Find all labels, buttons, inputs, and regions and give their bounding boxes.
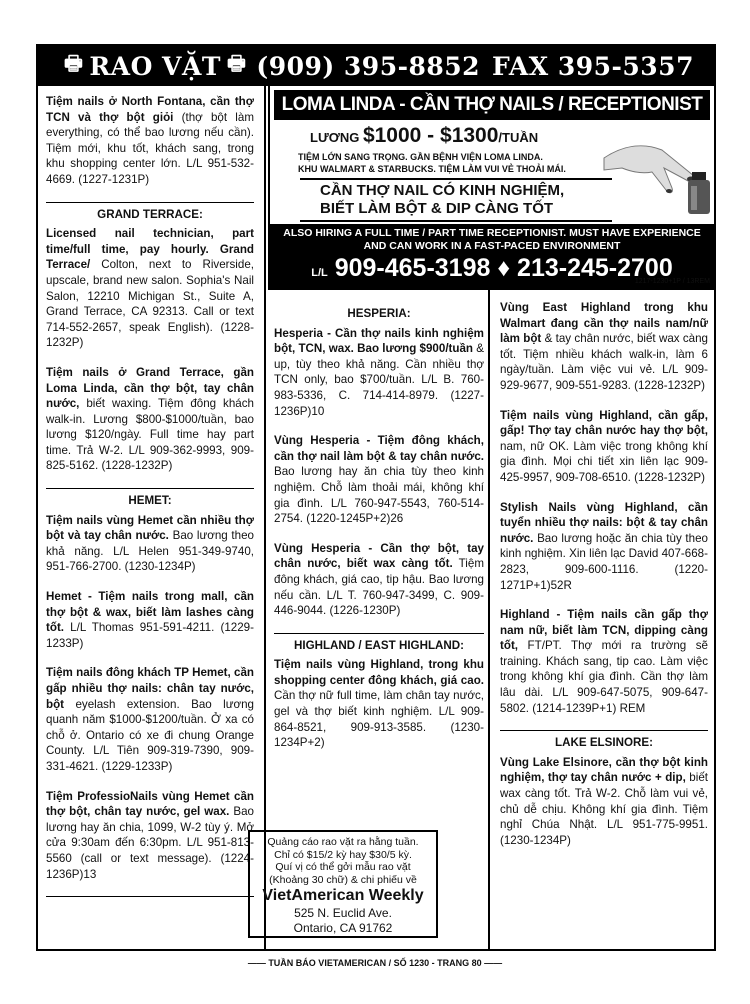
classified-ad: Tiệm ProfessioNails vùng Hemet cần thợ bột, chân tay nước, gel wax. Bao lương hay ăn chia, 1099, W-2 tùy ý. Mở cửa 9:30am đến 6:30pm. L/L 951-813-5560 (call or text message). (1224-1236P)13 [46, 789, 254, 881]
section-heading: HEMET: [46, 488, 254, 509]
classifieds-header [38, 46, 714, 86]
loma-linda-ad [268, 86, 714, 290]
promo-box [248, 830, 438, 938]
divider [300, 178, 612, 180]
classified-ad: Tiệm nails ở Grand Terrace, gần Loma Linda, cần thợ bột, tay chân nước, biết waxing. Tiệm đông khách walk-in. Lương $800-$1000/tuần, bao lương $120/ngày. Full time hay part time. Trả W-2. L/L 909-362-9993, 909-825-5162. (1228-1232P) [46, 365, 254, 473]
ad-title: LOMA LINDA - CẦN THỢ NAILS / RECEPTIONIST [274, 90, 710, 120]
classified-ad: Hesperia - Cần thợ nails kinh nghiệm bột, TCN, wax. Bao lương $900/tuần & up, tùy theo khả năng. Cần nhiều thợ TCN only, bao $700/tuần. L/L B. 760-983-5336, C. 714-414-8979. (1227-1236P)10 [274, 326, 484, 418]
classified-ad: Licensed nail technician, part time/full time, pay hourly. Grand Terrace/ Colton, next to Riverside, upscale, brand new salon. Sophia's Nail Salon, 12210 Michigan St., Suite A, Grand Terrace, CA 92313. Call or text 714-552-2657, speak English). (1228-1232P) [46, 227, 254, 350]
newspaper-icon: 🖶 [64, 51, 84, 75]
ad-phones: L/L 909-465-3198 ♦ 213-245-2700 [311, 254, 673, 282]
header-fax: FAX 395-5357 [492, 51, 694, 81]
classified-ad: Tiệm nails đông khách TP Hemet, cần gấp nhiều thợ nails: chân tay nước, bột eyelash extension. Bao lương quanh năm $1000-$1200/tuần. Ở xa có chỗ ở. Ontario có xe đi chung Orange County. L/L Tiên 909-319-7390, 909-331-4621. (1229-1233P) [46, 666, 254, 773]
ad-reference: 1217-1230+1P / 13REM [634, 278, 710, 285]
column-right [500, 300, 708, 862]
brand-name: VietAmerican Weekly [262, 887, 424, 904]
column-middle [274, 300, 484, 765]
ad-line: TIỆM LỚN SANG TRỌNG. GẦN BỆNH VIỆN LOMA LINDA. [298, 152, 543, 162]
promo-line: Chỉ có $15/2 kỳ hay $30/5 kỳ. [274, 848, 412, 861]
promo-line: (Khoảng 30 chữ) & chi phiếu về [269, 873, 417, 886]
divider [300, 220, 612, 222]
section-heading: HIGHLAND / EAST HIGHLAND: [274, 633, 484, 654]
classified-ad: Vùng Lake Elsinore, cần thợ bột kinh nghiệm, thợ tay chân nước + dip, biết wax càng tốt. Trả W-2. Chỗ làm vui vẻ, chủ dễ chịu. Không khí gia đình. Tiệm nghỉ Chúa Nhật. L/L 951-775-9951. (1230-1234P) [500, 755, 708, 847]
promo-line: Quảng cáo rao vặt ra hằng tuần. [267, 836, 419, 848]
divider [46, 896, 254, 897]
header-label: RAO VẶT [89, 51, 221, 81]
address-line: Ontario, CA 91762 [293, 921, 393, 935]
section-heading: LAKE ELSINORE: [500, 730, 708, 751]
section-heading: HESPERIA: [347, 307, 411, 320]
classified-ad: Highland - Tiệm nails cần gấp thợ nam nữ, biết làm TCN, dipping càng tốt, FT/PT. Thợ mới ra trường sẽ training. Khách sang, tip cao. Làm việc trong không khí gia đình. Cần thợ làm lâu dài. L/L 909-647-5075, 909-647-5802. (1214-1239P+1) REM [500, 608, 708, 715]
hand-nail-polish-image [602, 128, 712, 222]
column-divider [488, 290, 490, 949]
column-left [46, 94, 254, 897]
column-divider [264, 86, 266, 949]
salary: LƯƠNG $1000 - $1300/TUẦN [310, 124, 539, 147]
address-line: 525 N. Euclid Ave. [294, 906, 392, 920]
classified-ad: Hemet - Tiệm nails trong mall, cần thợ bột & wax, biết làm lashes càng tốt. L/L Thomas 951-591-4211. (1229-1233P) [46, 590, 254, 650]
classified-ad: Tiệm nails ở North Fontana, cần thợ TCN và thợ bột giỏi (thợ bột làm everything, có thể bao lương nếu cần). Tiệm mới, khu tốt, khách sang, trong khu shopping center lớn. L/L 951-532-4669. (1227-1231P) [46, 95, 254, 186]
promo-line: Quí vị có thể gởi mẫu rao vặt [275, 861, 411, 873]
classified-ad: Vùng Hesperia - Tiệm đông khách, cần thợ nail làm bột & tay chân nước. Bao lương hay ăn chia tùy theo kinh nghiệm. Chỗ làm thoải mái, không khí gia đình. L/L 760-947-5543, 760-514-2754. (1220-1245P+2)26 [274, 434, 484, 526]
classified-ad: Tiệm nails vùng Highland, trong khu shopping center đông khách, giá cao. Cần thợ nữ full time, làm chân tay nước, gel và thợ biết kinh nghiệm. L/L 909-864-8521, 909-913-3585. (1230-1234P+2) [274, 658, 484, 750]
classified-ad: Tiệm nails vùng Highland, cần gấp, gấp! Thợ tay chân nước hay thợ bột, nam, nữ OK. Làm việc trong không khí gia đình. Mọi chi tiết xin liên lạc 909-425-9957, 909-708-6510. (1228-1232P) [500, 408, 708, 484]
header-phone: (909) 395-8852 [256, 51, 481, 81]
classified-ad: Tiệm nails vùng Hemet cần nhiều thợ bột và tay chân nước. Bao lương theo khả năng. L/L Helen 951-349-9740, 951-766-2700. (1230-1234P) [46, 513, 254, 574]
ad-line: KHU WALMART & STARBUCKS. TIỆM LÀM VUI VẺ THOẢI MÁI. [298, 164, 566, 174]
classified-ad: Stylish Nails vùng Highland, cần tuyển nhiều thợ nails: bột & tay chân nước. Bao lương hoặc ăn chia tùy theo kinh nghiệm. Xin liên lạc David 407-668-2823, 909-600-1116. (1220-1271P+1)52R [500, 500, 708, 592]
section-heading: GRAND TERRACE: [46, 202, 254, 223]
page-frame [36, 44, 716, 951]
classified-ad: Vùng Hesperia - Cần thợ bột, tay chân nước, biết wax càng tốt. Tiệm đông khách, giá cao, tip hậu. Bao lương nếu cần. L/L T. 760-947-3499, C. 909-446-9044. (1226-1230P) [274, 541, 484, 618]
classified-ad: Vùng East Highland trong khu Walmart đang cần thợ nails nam/nữ làm bột & tay chân nước, biết wax càng tốt. Tiệm nhiều khách walk-in, làm 6 ngày/tuần. Làm việc vui vẻ. L/L 909-929-9677, 909-551-9283. (1228-1232P) [500, 301, 708, 392]
newspaper-icon: 🖶 [226, 51, 247, 75]
hiring-text: ALSO HIRING A FULL TIME / PART TIME RECEPTIONIST. MUST HAVE EXPERIENCE AND CAN WORK IN A FAST-PACED ENVIRONMENT [283, 227, 701, 252]
ad-need: CẦN THỢ NAIL CÓ KINH NGHIỆM, BIẾT LÀM BỘT & DIP CÀNG TỐT [320, 182, 565, 217]
page-footer: —— TUẦN BÁO VIETAMERICAN / SỐ 1230 - TRANG 80 —— [247, 958, 503, 968]
